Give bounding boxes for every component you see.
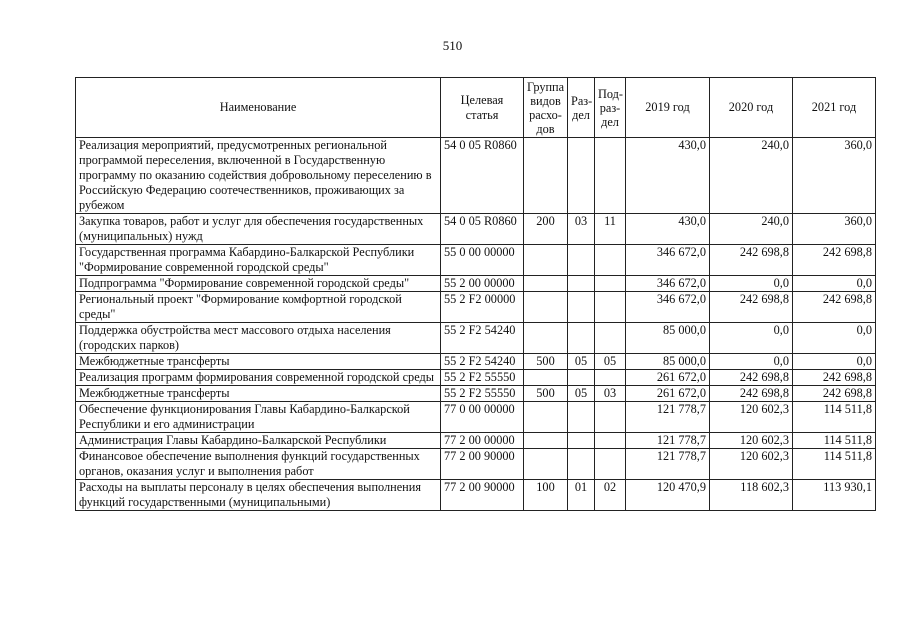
cell-subsection [595, 449, 626, 480]
cell-subsection: 05 [595, 354, 626, 370]
cell-y2020: 0,0 [710, 323, 793, 354]
cell-article: 55 0 00 00000 [441, 245, 524, 276]
cell-subsection [595, 245, 626, 276]
cell-name: Финансовое обеспечение выполнения функций государственных органов, оказания услуг и выполнения работ [76, 449, 441, 480]
cell-y2021: 113 930,1 [793, 480, 876, 511]
header-section: Раз-дел [568, 78, 595, 138]
cell-subsection [595, 433, 626, 449]
cell-article: 55 2 00 00000 [441, 276, 524, 292]
cell-y2021: 0,0 [793, 354, 876, 370]
cell-y2020: 118 602,3 [710, 480, 793, 511]
cell-y2021: 360,0 [793, 138, 876, 214]
cell-y2019: 346 672,0 [626, 292, 710, 323]
cell-y2021: 114 511,8 [793, 449, 876, 480]
cell-group [524, 433, 568, 449]
cell-article: 77 0 00 00000 [441, 402, 524, 433]
cell-y2020: 242 698,8 [710, 370, 793, 386]
cell-y2020: 0,0 [710, 354, 793, 370]
table-row [76, 402, 876, 433]
cell-group: 200 [524, 214, 568, 245]
table-row [76, 292, 876, 323]
cell-group [524, 370, 568, 386]
header-2019: 2019 год [626, 78, 710, 138]
cell-group [524, 276, 568, 292]
cell-y2019: 85 000,0 [626, 354, 710, 370]
cell-group: 500 [524, 354, 568, 370]
cell-y2021: 242 698,8 [793, 245, 876, 276]
cell-article: 55 2 F2 54240 [441, 354, 524, 370]
cell-section [568, 323, 595, 354]
cell-y2019: 430,0 [626, 138, 710, 214]
table-row [76, 245, 876, 276]
cell-y2020: 242 698,8 [710, 292, 793, 323]
cell-name: Поддержка обустройства мест массового отдыха населения (городских парков) [76, 323, 441, 354]
cell-article: 55 2 F2 55550 [441, 370, 524, 386]
cell-article: 54 0 05 R0860 [441, 214, 524, 245]
cell-name: Региональный проект "Формирование комфортной городской среды" [76, 292, 441, 323]
cell-article: 77 2 00 90000 [441, 480, 524, 511]
table-row [76, 370, 876, 386]
table-row [76, 354, 876, 370]
cell-name: Реализация программ формирования современной городской среды [76, 370, 441, 386]
cell-y2020: 0,0 [710, 276, 793, 292]
cell-subsection: 11 [595, 214, 626, 245]
header-row [76, 78, 876, 138]
cell-section: 05 [568, 354, 595, 370]
cell-section [568, 433, 595, 449]
cell-article: 55 2 F2 54240 [441, 323, 524, 354]
cell-subsection [595, 292, 626, 323]
cell-subsection [595, 402, 626, 433]
cell-name: Межбюджетные трансферты [76, 386, 441, 402]
cell-y2021: 114 511,8 [793, 402, 876, 433]
cell-y2021: 360,0 [793, 214, 876, 245]
cell-y2019: 346 672,0 [626, 276, 710, 292]
cell-section [568, 276, 595, 292]
cell-article: 54 0 05 R0860 [441, 138, 524, 214]
cell-group [524, 402, 568, 433]
cell-group [524, 323, 568, 354]
header-subsection: Под-раз-дел [595, 78, 626, 138]
table-row [76, 276, 876, 292]
cell-section [568, 245, 595, 276]
table-row [76, 386, 876, 402]
page-number: 510 [442, 38, 463, 53]
cell-subsection [595, 370, 626, 386]
cell-section: 03 [568, 214, 595, 245]
cell-y2021: 242 698,8 [793, 386, 876, 402]
cell-name: Реализация мероприятий, предусмотренных региональной программой переселения, включенной в Государственную программу по оказанию содействия добровольному переселению в Российскую Федерацию соотечественников, проживающих за рубежом [76, 138, 441, 214]
table-row [76, 433, 876, 449]
cell-group [524, 449, 568, 480]
cell-group: 100 [524, 480, 568, 511]
header-2021: 2021 год [793, 78, 876, 138]
budget-table [75, 77, 876, 511]
cell-subsection [595, 323, 626, 354]
cell-group [524, 245, 568, 276]
cell-article: 55 2 F2 00000 [441, 292, 524, 323]
cell-section: 01 [568, 480, 595, 511]
cell-name: Закупка товаров, работ и услуг для обеспечения государственных (муниципальных) нужд [76, 214, 441, 245]
cell-y2020: 240,0 [710, 214, 793, 245]
cell-subsection [595, 138, 626, 214]
cell-y2020: 240,0 [710, 138, 793, 214]
cell-y2021: 242 698,8 [793, 292, 876, 323]
table-body [76, 138, 876, 511]
cell-y2019: 261 672,0 [626, 386, 710, 402]
cell-y2021: 0,0 [793, 323, 876, 354]
cell-section [568, 138, 595, 214]
cell-y2019: 85 000,0 [626, 323, 710, 354]
table-row [76, 480, 876, 511]
header-article: Целевая статья [441, 78, 524, 138]
cell-name: Межбюджетные трансферты [76, 354, 441, 370]
header-group: Группа видов расхо-дов [524, 78, 568, 138]
cell-y2019: 261 672,0 [626, 370, 710, 386]
cell-y2019: 346 672,0 [626, 245, 710, 276]
cell-y2019: 121 778,7 [626, 449, 710, 480]
cell-y2020: 242 698,8 [710, 245, 793, 276]
cell-article: 55 2 F2 55550 [441, 386, 524, 402]
cell-section [568, 292, 595, 323]
cell-name: Государственная программа Кабардино-Балкарской Республики "Формирование современной городской среды" [76, 245, 441, 276]
cell-y2021: 242 698,8 [793, 370, 876, 386]
cell-subsection: 02 [595, 480, 626, 511]
cell-article: 77 2 00 90000 [441, 449, 524, 480]
cell-group [524, 292, 568, 323]
cell-y2019: 120 470,9 [626, 480, 710, 511]
cell-y2019: 121 778,7 [626, 402, 710, 433]
header-name: Наименование [76, 78, 441, 138]
table-row [76, 214, 876, 245]
cell-subsection [595, 276, 626, 292]
cell-name: Администрация Главы Кабардино-Балкарской Республики [76, 433, 441, 449]
cell-y2019: 121 778,7 [626, 433, 710, 449]
table-row [76, 138, 876, 214]
cell-section [568, 402, 595, 433]
cell-y2019: 430,0 [626, 214, 710, 245]
cell-section: 05 [568, 386, 595, 402]
cell-group [524, 138, 568, 214]
cell-y2021: 0,0 [793, 276, 876, 292]
cell-name: Расходы на выплаты персоналу в целях обеспечения выполнения функций государственными (муниципальными) [76, 480, 441, 511]
cell-section [568, 370, 595, 386]
table-row [76, 323, 876, 354]
cell-y2020: 120 602,3 [710, 449, 793, 480]
cell-name: Обеспечение функционирования Главы Кабардино-Балкарской Республики и его администрации [76, 402, 441, 433]
cell-section [568, 449, 595, 480]
cell-group: 500 [524, 386, 568, 402]
cell-y2020: 120 602,3 [710, 402, 793, 433]
cell-name: Подпрограмма "Формирование современной городской среды" [76, 276, 441, 292]
cell-article: 77 2 00 00000 [441, 433, 524, 449]
cell-y2020: 120 602,3 [710, 433, 793, 449]
table-row [76, 449, 876, 480]
cell-y2020: 242 698,8 [710, 386, 793, 402]
cell-y2021: 114 511,8 [793, 433, 876, 449]
cell-subsection: 03 [595, 386, 626, 402]
header-2020: 2020 год [710, 78, 793, 138]
